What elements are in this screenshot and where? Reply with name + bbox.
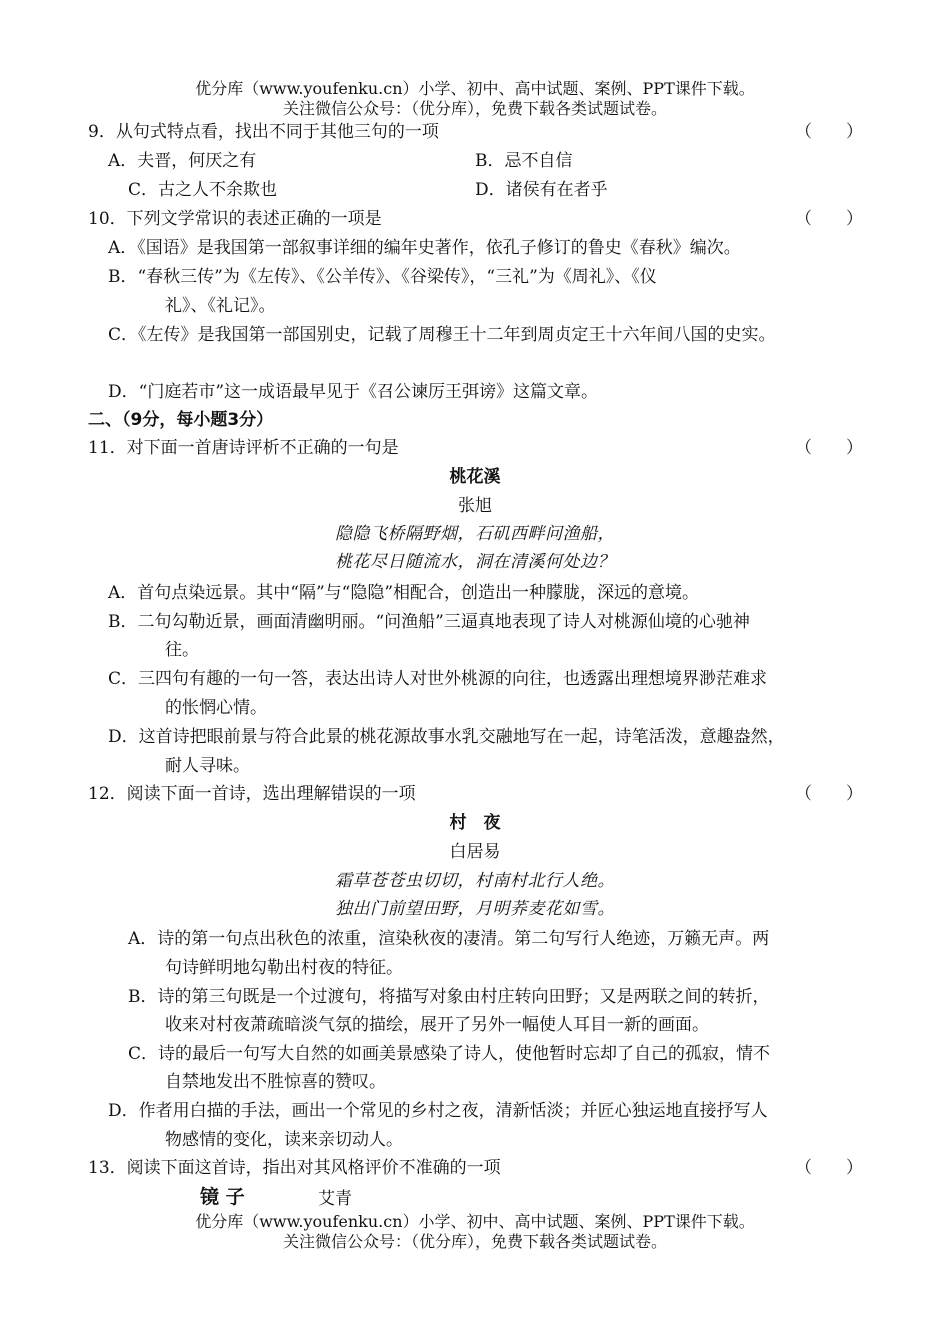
q11-poem-line-1: 隐隐飞桥隔野烟，石矶西畔问渔船， bbox=[335, 524, 615, 544]
q13-stem: 13．阅读下面这首诗，指出对其风格评价不准确的一项 bbox=[88, 1158, 501, 1178]
q12-option-c-line2: 自禁地发出不胜惊喜的赞叹。 bbox=[165, 1072, 386, 1092]
header-line-1: 优分库（www.youfenku.cn）小学、初中、高中试题、案例、PPT课件下载。 bbox=[195, 79, 755, 98]
q13-answer-paren: （ ） bbox=[795, 1158, 863, 1178]
q12-poem-author: 白居易 bbox=[449, 842, 501, 862]
q12-option-b-line2: 收来对村夜萧疏暗淡气氛的描绘，展开了另外一幅使人耳目一新的画面。 bbox=[165, 1015, 709, 1035]
q10-option-d: D．“门庭若市”这一成语最早见于《召公谏厉王弭谤》这篇文章。 bbox=[108, 382, 599, 402]
q11-answer-paren: （ ） bbox=[795, 438, 863, 458]
header-line-2: 关注微信公众号：（优分库），免费下载各类试题试卷。 bbox=[282, 99, 667, 118]
q11-poem-line-2: 桃花尽日随流水，洞在清溪何处边？ bbox=[335, 552, 615, 572]
q11-option-a: A．首句点染远景。其中“隔”与“隐隐”相配合，创造出一种朦胧，深远的意境。 bbox=[108, 583, 700, 603]
q11-option-c-line1: C．三四句有趣的一句一答，表达出诗人对世外桃源的向往，也透露出理想境界渺茫难求 bbox=[108, 669, 768, 689]
q11-option-d-line1: D．这首诗把眼前景与符合此景的桃花源故事水乳交融地写在一起，诗笔活泼，意趣盎然， bbox=[108, 727, 785, 747]
q12-option-a-line1: A．诗的第一句点出秋色的浓重，渲染秋夜的凄清。第二句写行人绝迹，万籁无声。两 bbox=[128, 929, 770, 949]
q12-stem: 12．阅读下面一首诗，选出理解错误的一项 bbox=[88, 784, 416, 804]
q9-option-b: B．忌不自信 bbox=[475, 151, 573, 171]
q10-stem: 10．下列文学常识的表述正确的一项是 bbox=[88, 209, 382, 229]
q9-option-a: A．夫晋，何厌之有 bbox=[108, 151, 257, 171]
q11-poem-author: 张旭 bbox=[458, 496, 492, 516]
q9-option-d: D．诸侯有在者乎 bbox=[475, 180, 608, 200]
q9-stem: 9．从句式特点看，找出不同于其他三句的一项 bbox=[88, 122, 439, 142]
q9-answer-paren: （ ） bbox=[795, 122, 863, 142]
q11-option-d-line2: 耐人寻味。 bbox=[165, 756, 250, 776]
q12-option-d-line2: 物感情的变化，读来亲切动人。 bbox=[165, 1130, 403, 1150]
q9-option-c: C．古之人不余欺也 bbox=[128, 180, 278, 200]
q12-option-a-line2: 句诗鲜明地勾勒出村夜的特征。 bbox=[165, 958, 403, 978]
q13-poem-author: 艾青 bbox=[318, 1189, 352, 1209]
q11-option-b-line1: B．二句勾勒近景，画面清幽明丽。“问渔船”三逼真地表现了诗人对桃源仙境的心驰神 bbox=[108, 612, 750, 632]
q11-option-b-line2: 往。 bbox=[165, 640, 199, 660]
q11-option-c-line2: 的怅惘心情。 bbox=[165, 698, 267, 718]
section-2-heading: 二、（9分，每小题3分） bbox=[88, 410, 274, 430]
q10-answer-paren: （ ） bbox=[795, 209, 863, 229]
q10-option-a: A．《国语》是我国第一部叙事详细的编年史著作，依孔子修订的鲁史《春秋》编次。 bbox=[108, 238, 741, 258]
q10-option-c: C．《左传》是我国第一部国别史，记载了周穆王十二年到周贞定王十六年间八国的史实。 bbox=[108, 325, 776, 345]
q12-poem-line-1: 霜草苍苍虫切切，村南村北行人绝。 bbox=[335, 871, 615, 891]
q13-poem-title: 镜 子 bbox=[200, 1186, 245, 1208]
q11-stem: 11．对下面一首唐诗评析不正确的一句是 bbox=[88, 438, 399, 458]
footer-line-1: 优分库（www.youfenku.cn）小学、初中、高中试题、案例、PPT课件下载。 bbox=[195, 1212, 755, 1231]
q12-option-d-line1: D．作者用白描的手法，画出一个常见的乡村之夜，清新恬淡；并匠心独运地直接抒写人 bbox=[108, 1101, 768, 1121]
q10-option-b-line2: 礼》、《礼记》。 bbox=[165, 296, 276, 316]
q12-answer-paren: （ ） bbox=[795, 784, 863, 804]
q12-poem-title: 村 夜 bbox=[449, 813, 501, 833]
q12-option-c-line1: C．诗的最后一句写大自然的如画美景感染了诗人，使他暂时忘却了自己的孤寂，情不 bbox=[128, 1044, 771, 1064]
footer-line-2: 关注微信公众号：（优分库），免费下载各类试题试卷。 bbox=[282, 1232, 667, 1251]
q12-poem-line-2: 独出门前望田野，月明荞麦花如雪。 bbox=[335, 899, 615, 919]
q11-poem-title: 桃花溪 bbox=[449, 467, 501, 487]
q12-option-b-line1: B．诗的第三句既是一个过渡句，将描写对象由村庄转向田野；又是两联之间的转折， bbox=[128, 987, 770, 1007]
q10-option-b-line1: B．“春秋三传”为《左传》、《公羊传》、《谷梁传》，“三礼”为《周礼》、《仪 bbox=[108, 267, 657, 287]
